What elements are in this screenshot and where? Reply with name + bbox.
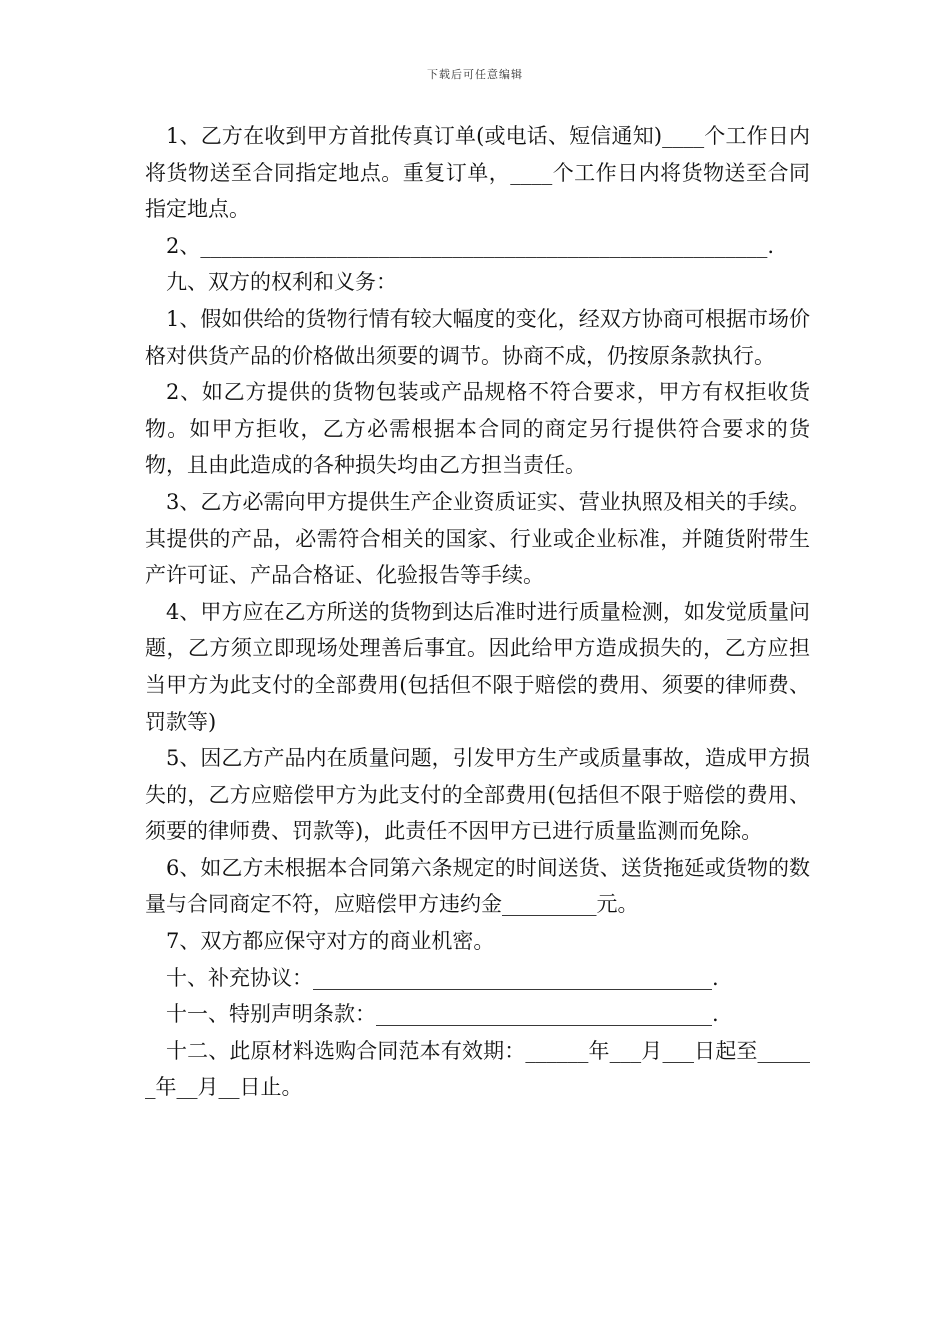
clause-9-item-6: 6、如乙方未根据本合同第六条规定的时间送货、送货拖延或货物的数量与合同商定不符，应赔偿甲方违约金_________元。	[145, 855, 810, 917]
clause-9-item-7: 7、双方都应保守对方的商业机密。	[166, 929, 495, 954]
document-body	[145, 118, 810, 1106]
clause-9-item-1: 1、假如供给的货物行情有较大幅度的变化，经双方协商可根据市场价格对供货产品的价格做出须要的调节。协商不成，仍按原条款执行。	[145, 306, 810, 368]
clause-9-item-2: 2、如乙方提供的货物包装或产品规格不符合要求，甲方有权拒收货物。如甲方拒收，乙方必需根据本合同的商定另行提供符合要求的货物，且由此造成的各种损失均由乙方担当责任。	[145, 380, 810, 478]
section-12-validity: 十二、此原材料选购合同范本有效期：______年___月___日起至______年__月__日止。	[145, 1038, 810, 1100]
clause-9-item-5: 5、因乙方产品内在质量问题，引发甲方生产或质量事故，造成甲方损失的，乙方应赔偿甲方为此支付的全部费用(包括但不限于赔偿的费用、须要的律师费、罚款等)，此责任不因甲方已进行质量监测而免除。	[145, 746, 810, 844]
clause-8-item-2: 2、______________________________________________________.	[166, 233, 775, 258]
section-11-special-terms: 十一、特别声明条款：________________________________.	[166, 1002, 719, 1027]
clause-8-item-1: 1、乙方在收到甲方首批传真订单(或电话、短信通知)____个工作日内将货物送至合同指定地点。重复订单，____个工作日内将货物送至合同指定地点。	[145, 124, 810, 222]
page-header: 下载后可任意编辑	[427, 68, 523, 81]
section-10-supplementary: 十、补充协议：______________________________________.	[166, 965, 719, 990]
clause-9-item-4: 4、甲方应在乙方所送的货物到达后准时进行质量检测，如发觉质量问题，乙方须立即现场处理善后事宜。因此给甲方造成损失的，乙方应担当甲方为此支付的全部费用(包括但不限于赔偿的费用、须要的律师费、罚款等)	[145, 599, 810, 734]
section-9-heading: 九、双方的权利和义务：	[166, 270, 397, 295]
clause-9-item-3: 3、乙方必需向甲方提供生产企业资质证实、营业执照及相关的手续。其提供的产品，必需符合相关的国家、行业或企业标准，并随货附带生产许可证、产品合格证、化验报告等手续。	[145, 489, 810, 588]
